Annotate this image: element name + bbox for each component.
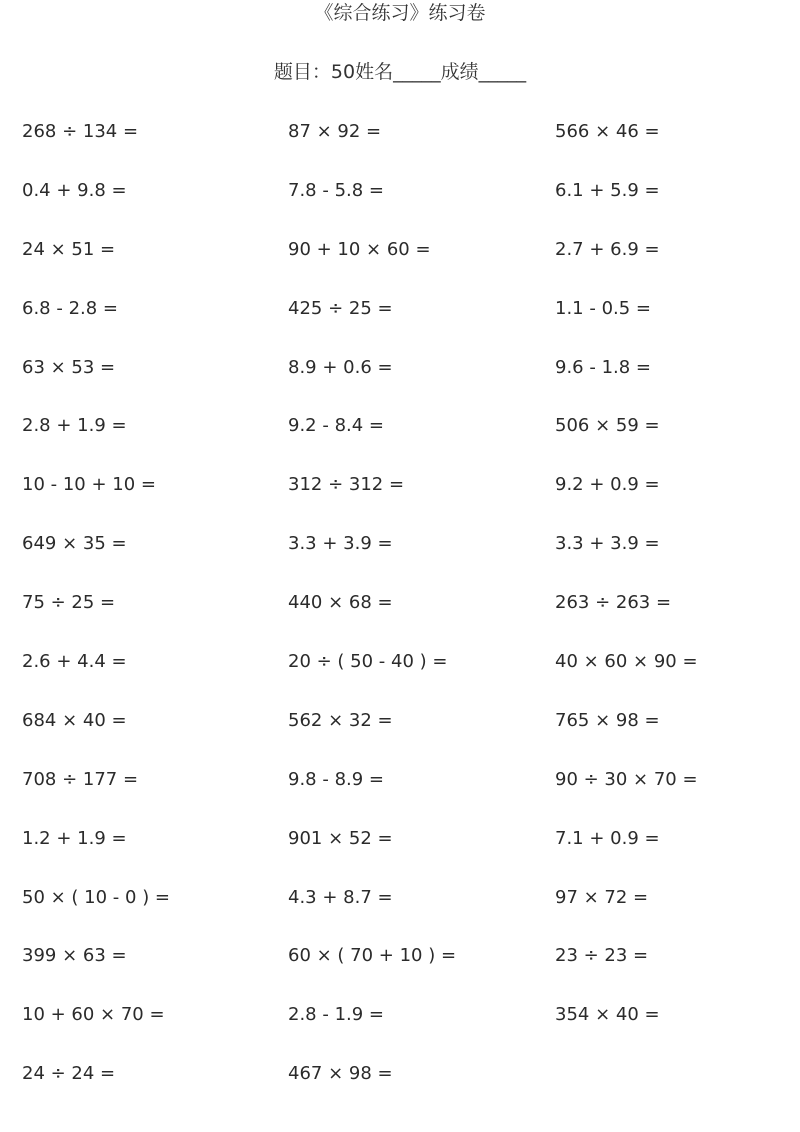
math-problem: 268 ÷ 134 = [22,121,139,142]
math-problem: 40 × 60 × 90 = [555,651,698,673]
problem-row [0,353,800,412]
math-problem: 6.8 - 2.8 = [22,297,118,319]
problem-row [0,706,800,765]
math-problem: 506 × 59 = [555,415,660,437]
math-problem: 50 × ( 10 - 0 ) = [22,886,171,908]
problem-row [0,647,800,706]
math-problem: 9.8 - 8.9 = [288,768,384,790]
question-count: 题目：50 [273,61,356,83]
math-problem: 312 ÷ 312 = [288,474,405,496]
math-problem: 399 × 63 = [22,945,127,967]
math-problem: 684 × 40 = [22,709,127,731]
math-problem: 9.2 - 8.4 = [288,415,384,437]
math-problem: 1.2 + 1.9 = [22,827,127,849]
score-field[interactable]: 成绩_____ [440,61,527,83]
math-problem: 566 × 46 = [555,121,660,142]
problem-row [0,883,800,942]
problem-row [0,470,800,529]
worksheet-info-line [0,58,800,86]
math-problem: 10 - 10 + 10 = [22,474,156,496]
math-problem: 9.6 - 1.8 = [555,356,651,378]
math-problem: 63 × 53 = [22,356,116,378]
math-problem: 0.4 + 9.8 = [22,179,127,201]
problem-row [0,765,800,824]
math-problem: 24 × 51 = [22,238,116,260]
math-problem: 10 + 60 × 70 = [22,1004,165,1026]
problem-row [0,588,800,647]
math-problem: 2.7 + 6.9 = [555,238,660,260]
math-problem: 6.1 + 5.9 = [555,179,660,201]
math-problem: 9.2 + 0.9 = [555,474,660,496]
problem-row [0,411,800,470]
math-problem: 649 × 35 = [22,533,127,555]
problem-row [0,941,800,1000]
math-problem: 23 ÷ 23 = [555,945,649,967]
problem-row [0,117,800,176]
math-problem: 8.9 + 0.6 = [288,356,393,378]
math-problem: 7.1 + 0.9 = [555,827,660,849]
problem-row [0,529,800,588]
problem-grid [0,117,800,1118]
math-problem: 467 × 98 = [288,1063,393,1085]
problem-row [0,294,800,353]
math-problem: 4.3 + 8.7 = [288,886,393,908]
math-problem: 3.3 + 3.9 = [288,533,393,555]
math-problem: 90 + 10 × 60 = [288,238,431,260]
math-problem: 20 ÷ ( 50 - 40 ) = [288,651,448,673]
problem-row [0,824,800,883]
math-problem: 2.6 + 4.4 = [22,651,127,673]
math-problem: 425 ÷ 25 = [288,297,393,319]
worksheet-title: 《综合练习》练习卷 [314,2,486,24]
math-problem: 90 ÷ 30 × 70 = [555,768,698,790]
math-problem: 263 ÷ 263 = [555,592,672,614]
problem-row [0,1000,800,1059]
math-problem: 3.3 + 3.9 = [555,533,660,555]
math-problem: 7.8 - 5.8 = [288,179,384,201]
math-problem: 87 × 92 = [288,121,382,142]
math-problem: 901 × 52 = [288,827,393,849]
math-problem: 75 ÷ 25 = [22,592,116,614]
math-problem: 1.1 - 0.5 = [555,297,651,319]
name-field[interactable]: 姓名_____ [355,61,441,83]
problem-row [0,235,800,294]
problem-row [0,1059,800,1118]
math-problem: 2.8 + 1.9 = [22,415,127,437]
problem-row [0,176,800,235]
math-problem: 562 × 32 = [288,709,393,731]
math-problem: 708 ÷ 177 = [22,768,139,790]
math-problem: 354 × 40 = [555,1004,660,1026]
math-problem: 24 ÷ 24 = [22,1063,116,1085]
math-problem: 2.8 - 1.9 = [288,1004,384,1026]
math-problem: 440 × 68 = [288,592,393,614]
math-problem: 765 × 98 = [555,709,660,731]
math-problem: 60 × ( 70 + 10 ) = [288,945,457,967]
math-problem: 97 × 72 = [555,886,649,908]
